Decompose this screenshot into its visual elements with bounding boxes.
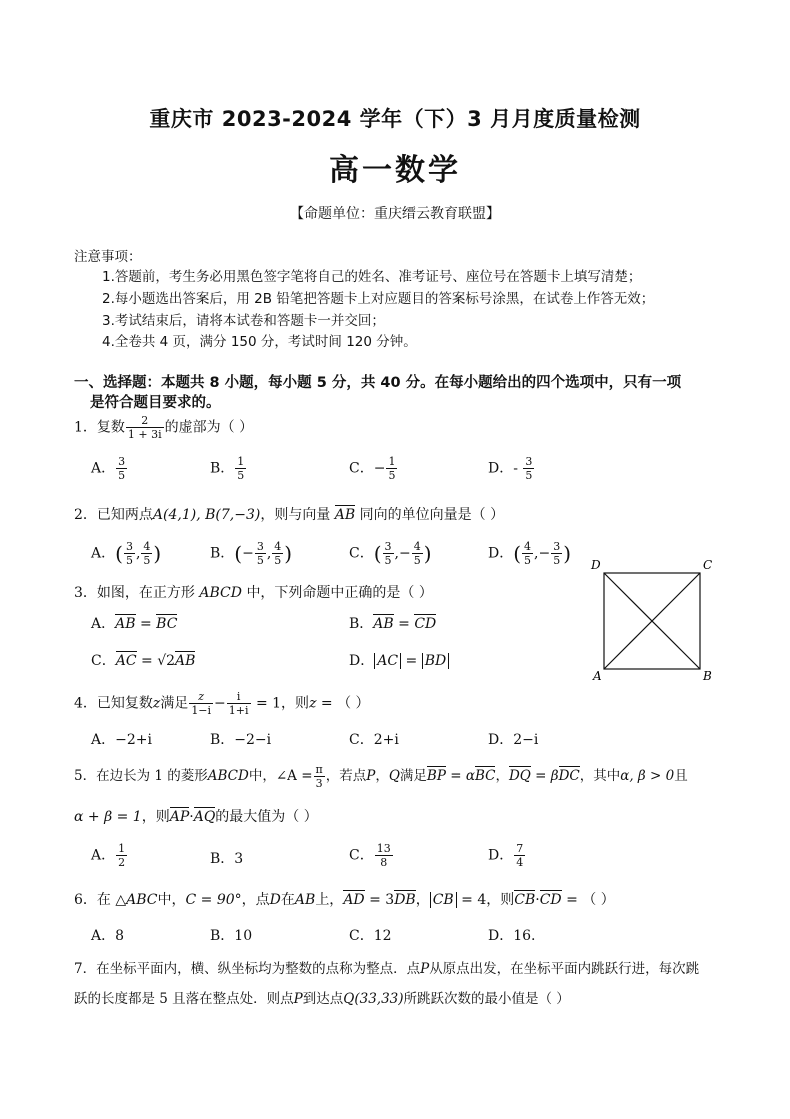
q3-option-a[interactable]: A．AB = BC xyxy=(91,616,178,632)
q3-option-d[interactable]: D． AC = BD xyxy=(349,650,449,670)
vertex-b: B xyxy=(703,669,712,683)
issuing-unit: 【命题单位：重庆缙云教育联盟】 xyxy=(290,206,500,222)
notice-item: 3.考试结束后，请将本试卷和答题卡一并交回； xyxy=(102,313,385,329)
notice-item: 2.每小题选出答案后，用 2B 铅笔把答题卡上对应题目的答案标号涂黑，在试卷上作答无效； xyxy=(102,291,655,307)
q1-suffix: 的虚部为（ ） xyxy=(164,419,254,436)
notice-heading: 注意事项： xyxy=(74,249,142,265)
q1-option-d[interactable]: D．- $\frac{3}{5}$ xyxy=(488,455,533,482)
q4-option-c[interactable]: C．2+i xyxy=(349,732,399,748)
question-4: 4．已知复数z满足 $\frac{z}{1-i}$ − $\frac{i}{1+i}$ = 1，则z = （ ） xyxy=(74,690,370,717)
square-figure xyxy=(588,556,718,684)
q5-option-a[interactable]: A． $\frac{1}{2}$ xyxy=(91,842,126,869)
notice-item: 4.全卷共 4 页，满分 150 分，考试时间 120 分钟。 xyxy=(102,334,417,350)
q2-points: A(4,1), B(7,−3) xyxy=(152,507,261,523)
q1-fraction: $\frac{2}{1 + 3i}$ xyxy=(127,414,162,441)
question-5: 5．在边长为 1 的菱形ABCD中，∠A = $\frac{\pi}{3}$ ，若点P，Q满足BP = αBC，DQ = βDC，其中α, β > 0且 xyxy=(74,763,688,790)
q1-option-a[interactable]: A． $\frac{3}{5}$ xyxy=(91,455,126,482)
question-3: 3．如图，在正方形 ABCD 中，下列命题中正确的是（ ） xyxy=(74,585,433,601)
vertex-a: A xyxy=(593,669,602,683)
q6-option-b[interactable]: B．10 xyxy=(210,928,253,944)
q4-option-a[interactable]: A．−2+i xyxy=(91,732,152,748)
vertex-c: C xyxy=(703,558,713,572)
q1-prefix: 1．复数 xyxy=(74,419,125,436)
section-heading-cont: 是符合题目要求的。 xyxy=(90,395,221,411)
q1-option-c[interactable]: C．− $\frac{1}{5}$ xyxy=(349,455,396,482)
q6-option-c[interactable]: C．12 xyxy=(349,928,392,944)
question-6: 6．在 △ABC中，C = 90°，点D在AB上，AD = 3DB， CB = 4，则CB·CD = （ ） xyxy=(74,892,615,908)
q3-option-b[interactable]: B．AB = CD xyxy=(349,616,437,632)
vertex-d: D xyxy=(591,558,601,572)
section-heading: 一、选择题：本题共 8 小题，每小题 5 分，共 40 分。在每小题给出的四个选项中，只有一项 xyxy=(74,375,682,391)
q2-option-c[interactable]: C．( $\frac{3}{5}$ ,− $\frac{4}{5}$ ) xyxy=(349,540,432,567)
q6-option-a[interactable]: A．8 xyxy=(91,928,125,944)
q5-option-d[interactable]: D． $\frac{7}{4}$ xyxy=(488,842,524,869)
exam-title: 重庆市 2023-2024 学年（下）3 月月度质量检测 xyxy=(149,107,641,131)
q4-option-d[interactable]: D．2−i xyxy=(488,732,539,748)
q1-option-b[interactable]: B． $\frac{1}{5}$ xyxy=(210,455,245,482)
q2-vector: AB xyxy=(334,507,356,523)
question-2: 2．已知两点A(4,1), B(7,−3)，则与向量 AB 同向的单位向量是（ ） xyxy=(74,507,505,523)
question-1 xyxy=(74,414,253,441)
q6-option-d[interactable]: D．16. xyxy=(488,928,536,944)
q4-option-b[interactable]: B．−2−i xyxy=(210,732,272,748)
q3-option-c[interactable]: C．AC = √2AB xyxy=(91,653,196,669)
notice-item: 1.答题前，考生务必用黑色签字笔将自己的姓名、准考证号、座位号在答题卡上填写清楚； xyxy=(102,269,642,285)
q2-option-d[interactable]: D．( $\frac{4}{5}$ ,− $\frac{3}{5}$ ) xyxy=(488,540,572,567)
question-7: 7．在坐标平面内，横、纵坐标均为整数的点称为整点．点P从原点出发，在坐标平面内跳跃行进，每次跳 xyxy=(74,961,700,977)
question-7-cont: 跃的长度都是 5 且落在整点处．则点P到达点Q(33,33)所跳跃次数的最小值是（ ） xyxy=(74,991,570,1007)
q2-option-a[interactable]: A．( $\frac{3}{5}$ , $\frac{4}{5}$ ) xyxy=(91,540,162,567)
subject-title: 高一数学 xyxy=(329,153,461,188)
q2-option-b[interactable]: B．(− $\frac{3}{5}$ , $\frac{4}{5}$ ) xyxy=(210,540,293,567)
q5-option-b[interactable]: B．3 xyxy=(210,851,244,867)
q5-option-c[interactable]: C． $\frac{13}{8}$ xyxy=(349,842,391,869)
question-5-cont: α + β = 1，则AP·AQ的最大值为（ ） xyxy=(74,809,318,825)
